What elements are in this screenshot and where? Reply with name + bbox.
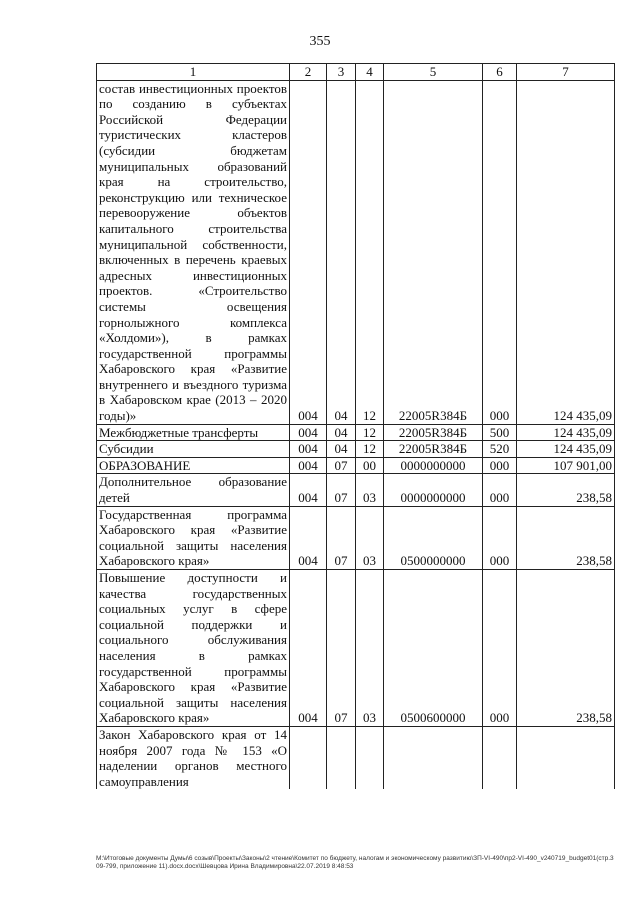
row-section-code [327, 726, 356, 789]
header-col-4: 4 [356, 64, 384, 81]
row-subsection-code [356, 726, 384, 789]
row-name: Государственная программа Хабаровского края «Развитие социальной защиты населения Хабаровского края» [97, 506, 290, 569]
row-ministry-code [290, 726, 327, 789]
row-expense-type: 000 [483, 474, 517, 506]
row-name: Субсидии [97, 441, 290, 458]
row-target-code: 22005R384Б [384, 424, 483, 441]
row-ministry-code: 004 [290, 506, 327, 569]
row-target-code: 0000000000 [384, 457, 483, 474]
row-amount [517, 726, 615, 789]
row-expense-type [483, 726, 517, 789]
header-col-1: 1 [97, 64, 290, 81]
table-row [97, 506, 615, 569]
row-subsection-code: 12 [356, 424, 384, 441]
row-subsection-code: 03 [356, 506, 384, 569]
table-row [97, 570, 615, 727]
row-amount: 107 901,00 [517, 457, 615, 474]
row-subsection-code: 03 [356, 570, 384, 727]
row-subsection-code: 12 [356, 441, 384, 458]
row-section-code: 07 [327, 474, 356, 506]
row-section-code: 04 [327, 80, 356, 424]
table-row [97, 457, 615, 474]
header-col-2: 2 [290, 64, 327, 81]
row-amount: 124 435,09 [517, 441, 615, 458]
row-amount: 238,58 [517, 506, 615, 569]
row-target-code: 22005R384Б [384, 80, 483, 424]
page-number: 355 [309, 34, 331, 49]
row-name: Дополнительное образование детей [97, 474, 290, 506]
row-subsection-code: 03 [356, 474, 384, 506]
row-section-code: 07 [327, 506, 356, 569]
row-section-code: 07 [327, 457, 356, 474]
row-target-code: 22005R384Б [384, 441, 483, 458]
row-expense-type: 000 [483, 570, 517, 727]
row-name: состав инвестиционных проектов по созданию в субъектах Российской Федерации туристических кластеров (субсидии бюджетам муниципальных образований края на строительство, реконструкцию или техническое перевооружение объектов капитального строительства муниципальной собственности, включенных в перечень краевых адресных инвестиционных проектов. «Строительство системы освещения горнолыжного комплекса «Холдоми»), в рамках государственной программы Хабаровского края «Развитие внутреннего и въездного туризма в Хабаровском крае (2013 – 2020 годы)» [97, 80, 290, 424]
row-amount: 124 435,09 [517, 80, 615, 424]
row-amount: 238,58 [517, 570, 615, 727]
row-expense-type: 000 [483, 506, 517, 569]
header-col-3: 3 [327, 64, 356, 81]
header-col-7: 7 [517, 64, 615, 81]
row-target-code [384, 726, 483, 789]
row-expense-type: 520 [483, 441, 517, 458]
row-amount: 124 435,09 [517, 424, 615, 441]
row-name: ОБРАЗОВАНИЕ [97, 457, 290, 474]
row-ministry-code: 004 [290, 424, 327, 441]
row-amount: 238,58 [517, 474, 615, 506]
table-row [97, 80, 615, 424]
row-name: Повышение доступности и качества государственных социальных услуг в сфере социальной поддержки и социального обслуживания населения в рамках государственной программы Хабаровского края «Развитие социальной защиты населения Хабаровского края» [97, 570, 290, 727]
row-section-code: 07 [327, 570, 356, 727]
row-section-code: 04 [327, 424, 356, 441]
row-target-code: 0500000000 [384, 506, 483, 569]
table-row [97, 424, 615, 441]
footer-file-path: М:\Итоговые документы Думы\6 созыв\Проекты\Законы\2 чтение\Комитет по бюджету, налогам и экономическому развитию\ЗП-VI-490\пр2-VI-490_v240719_budget01(стр.309-799, приложение 11).docx.docx\Шевцова Ирина Владимировна\22.07.2019 8:48:53 [96, 855, 614, 870]
row-ministry-code: 004 [290, 80, 327, 424]
header-col-6: 6 [483, 64, 517, 81]
row-ministry-code: 004 [290, 457, 327, 474]
row-target-code: 0500600000 [384, 570, 483, 727]
row-expense-type: 000 [483, 457, 517, 474]
row-subsection-code: 00 [356, 457, 384, 474]
row-ministry-code: 004 [290, 474, 327, 506]
row-expense-type: 500 [483, 424, 517, 441]
row-ministry-code: 004 [290, 570, 327, 727]
row-subsection-code: 12 [356, 80, 384, 424]
row-ministry-code: 004 [290, 441, 327, 458]
budget-table [96, 63, 615, 789]
table-row [97, 474, 615, 506]
row-section-code: 04 [327, 441, 356, 458]
table-row [97, 441, 615, 458]
row-expense-type: 000 [483, 80, 517, 424]
row-target-code: 0000000000 [384, 474, 483, 506]
row-name: Межбюджетные трансферты [97, 424, 290, 441]
row-name: Закон Хабаровского края от 14 ноября 2007 года № 153 «О наделении органов местного самоуправления [97, 726, 290, 789]
table-row [97, 726, 615, 789]
header-col-5: 5 [384, 64, 483, 81]
header-row [97, 64, 615, 81]
